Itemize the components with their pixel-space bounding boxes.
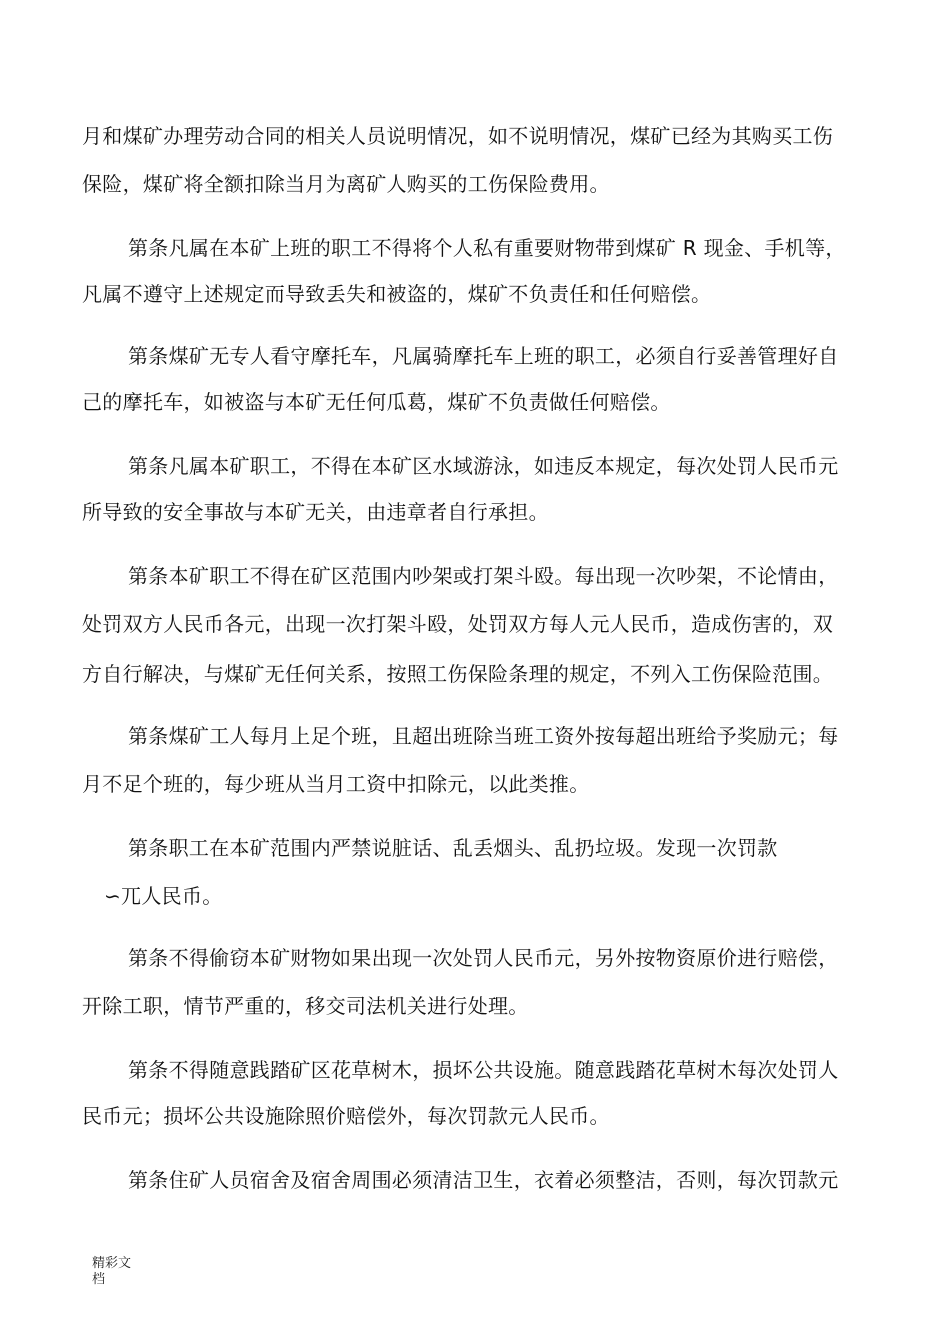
text-line: ∽兀人民币。 bbox=[104, 884, 223, 908]
text-line: 第条凡属在本矿上班的职工不得将个人私有重要财物带到煤矿 R 现金、手机等， bbox=[128, 236, 846, 260]
text-line: 第条凡属本矿职工，不得在本矿区水域游泳，如违反本规定，每次处罚人民币元 bbox=[128, 454, 839, 478]
footer-text: 精彩文 bbox=[92, 1256, 132, 1271]
text-line: 保险，煤矿将全额扣除当月为离矿人购买的工伤保险费用。 bbox=[82, 172, 610, 196]
text-line: 所导致的安全事故与本矿无关，由违章者自行承担。 bbox=[82, 500, 549, 524]
text-line: 己的摩托车，如被盗与本矿无任何瓜葛，煤矿不负责做任何赔偿。 bbox=[82, 390, 671, 414]
text-line: 开除工职，情节严重的，移交司法机关进行处理。 bbox=[82, 994, 529, 1018]
text-line: 月和煤矿办理劳动合同的相关人员说明情况，如不说明情况，煤矿已经为其购买工伤 bbox=[82, 124, 834, 148]
text-line: 第条职工在本矿范围内严禁说脏话、乱丢烟头、乱扔垃圾。发现一次罚款 bbox=[128, 836, 778, 860]
text-line: 处罚双方人民币各元，出现一次打架斗殴，处罚双方每人元人民币，造成伤害的，双 bbox=[82, 612, 834, 636]
text-line: 民币元；损坏公共设施除照价赔偿外，每次罚款元人民币。 bbox=[82, 1104, 610, 1128]
text-line: 凡属不遵守上述规定而导致丢失和被盗的，煤矿不负责任和任何赔偿。 bbox=[82, 282, 712, 306]
text-line: 第条煤矿无专人看守摩托车，凡属骑摩托车上班的职工，必须自行妥善管理好自 bbox=[128, 344, 839, 368]
text-line: 第条住矿人员宿舍及宿舍周围必须清洁卫生，衣着必须整洁，否则，每次罚款元 bbox=[128, 1168, 839, 1192]
text-line: 第条不得随意践踏矿区花草树木，损坏公共设施。随意践踏花草树木每次处罚人 bbox=[128, 1058, 839, 1082]
text-line: 方自行解决，与煤矿无任何关系，按照工伤保险条理的规定，不列入工伤保险范围。 bbox=[82, 662, 834, 686]
footer-text: 档 bbox=[92, 1272, 106, 1287]
text-line: 第条本矿职工不得在矿区范围内吵架或打架斗殴。每出现一次吵架，不论情由， bbox=[128, 564, 839, 588]
text-line: 月不足个班的，每少班从当月工资中扣除元，以此类推。 bbox=[82, 772, 590, 796]
text-line: 第条不得偷窃本矿财物如果出现一次处罚人民币元，另外按物资原价进行赔偿， bbox=[128, 946, 839, 970]
text-line: 第条煤矿工人每月上足个班，且超出班除当班工资外按每超出班给予奖励元；每 bbox=[128, 724, 839, 748]
